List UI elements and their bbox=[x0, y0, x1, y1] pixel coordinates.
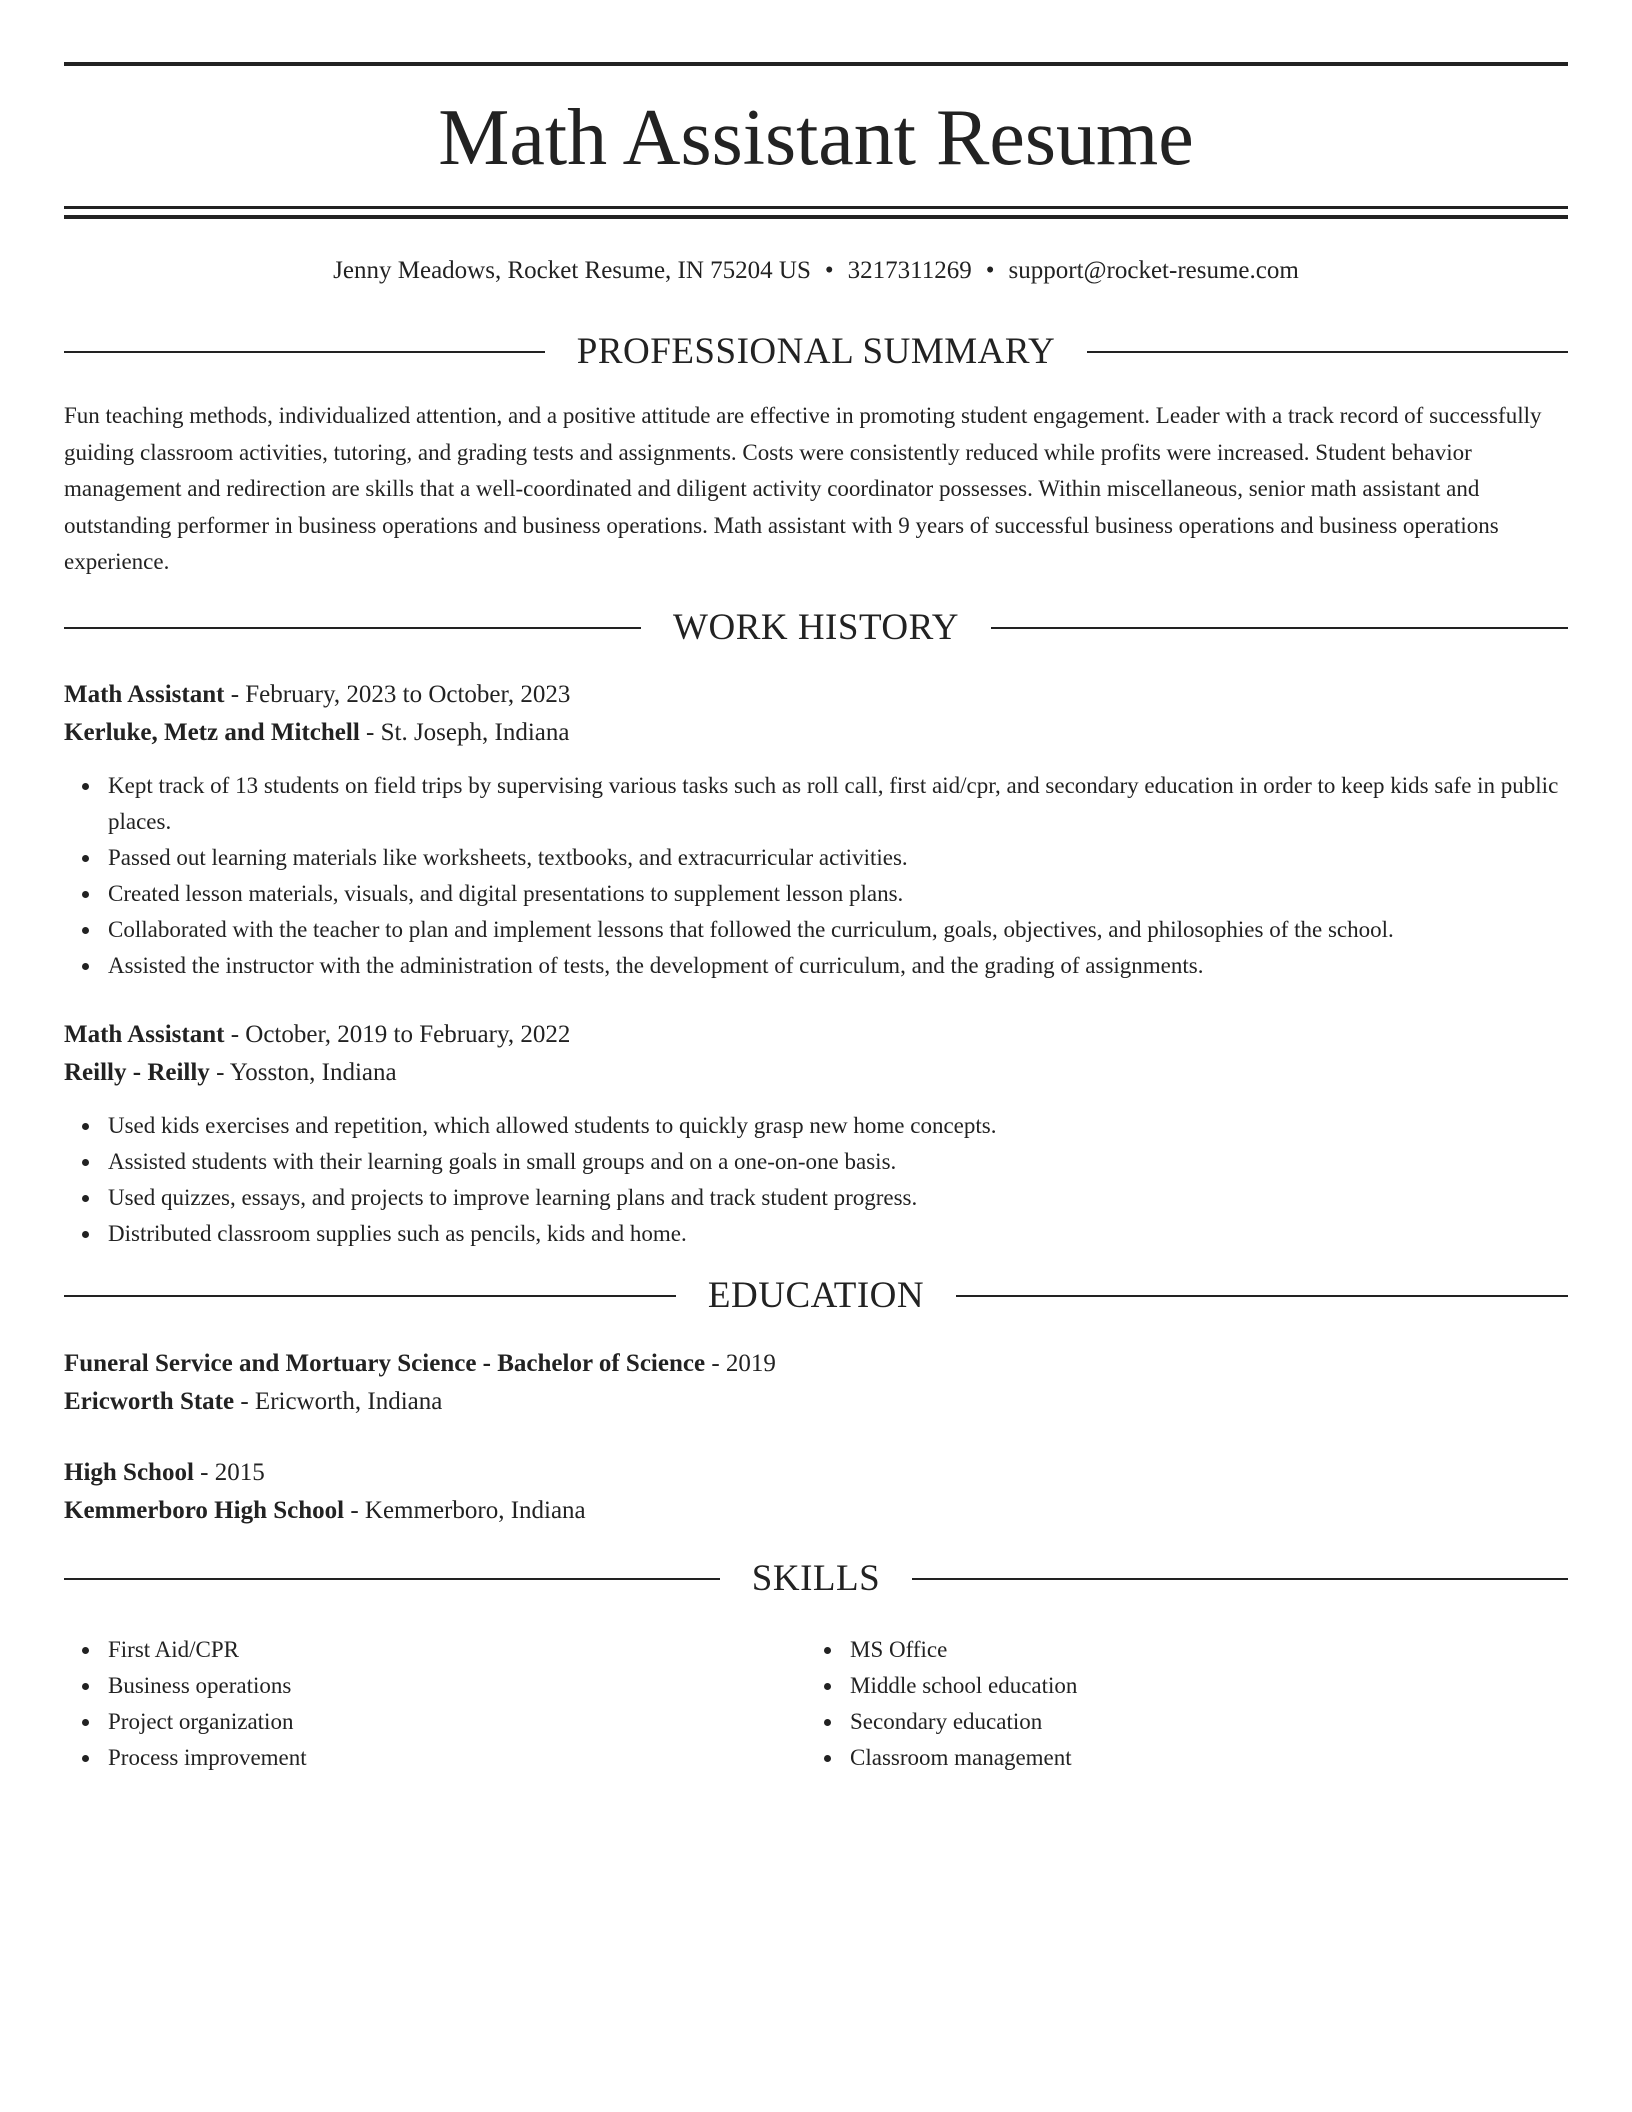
school-location: - Kemmerboro, Indiana bbox=[344, 1497, 586, 1524]
section-heading-summary bbox=[64, 328, 1568, 376]
skills-column-right bbox=[806, 1632, 1548, 1776]
page-title: Math Assistant Resume bbox=[438, 94, 1194, 182]
contact-phone: 3217311269 bbox=[847, 257, 972, 284]
list-item: Secondary education bbox=[850, 1704, 1548, 1740]
list-item: Collaborated with the teacher to plan and implement lessons that followed the curriculum, goals, objectives, and philosophies of the school. bbox=[108, 912, 1568, 948]
section-heading-education bbox=[64, 1272, 1568, 1320]
employer-name: Kerluke, Metz and Mitchell bbox=[64, 719, 360, 746]
summary-text: Fun teaching methods, individualized attention, and a positive attitude are effective in promoting student engagement. Leader with a track record of successfully guiding classroom activities, tutoring, and grading tests and assignments. Costs were consistently reduced while profits were increased. Student behavior management and redirection are skills that a well-coordinated and diligent activity coordinator possesses. Within miscellaneous, senior math assistant and outstanding performer in business operations and business operations. Math assistant with 9 years of successful business operations and business operations experience. bbox=[64, 403, 1542, 574]
education-entry bbox=[64, 1454, 1568, 1530]
degree-name: High School bbox=[64, 1459, 194, 1486]
job-dates: - October, 2019 to February, 2022 bbox=[224, 1021, 571, 1048]
section-heading-skills bbox=[64, 1555, 1568, 1603]
job-dates: - February, 2023 to October, 2023 bbox=[224, 681, 571, 708]
heading-rule bbox=[1087, 351, 1568, 353]
contact-line bbox=[64, 252, 1568, 290]
employer-location: - St. Joseph, Indiana bbox=[359, 719, 570, 746]
degree-name: Funeral Service and Mortuary Science - Bachelor of Science bbox=[64, 1350, 706, 1377]
list-item: First Aid/CPR bbox=[108, 1632, 806, 1668]
school-line bbox=[64, 1492, 1568, 1530]
employer-line bbox=[64, 1054, 1568, 1092]
contact-email: support@rocket-resume.com bbox=[1008, 257, 1299, 284]
heading-rule bbox=[912, 1578, 1568, 1580]
heading-rule bbox=[64, 627, 641, 629]
work-entry bbox=[64, 1016, 1568, 1252]
job-title-line bbox=[64, 1016, 1568, 1054]
job-title: Math Assistant bbox=[64, 681, 225, 708]
heading-rule bbox=[64, 1295, 676, 1297]
section-title: PROFESSIONAL SUMMARY bbox=[576, 331, 1056, 372]
top-rule bbox=[64, 62, 1568, 66]
list-item: Middle school education bbox=[850, 1668, 1548, 1704]
heading-rule bbox=[64, 351, 545, 353]
contact-separator: • bbox=[824, 257, 834, 284]
school-line bbox=[64, 1383, 1568, 1421]
list-item: MS Office bbox=[850, 1632, 1548, 1668]
work-entry bbox=[64, 676, 1568, 984]
section-title: SKILLS bbox=[751, 1558, 881, 1599]
list-item: Business operations bbox=[108, 1668, 806, 1704]
list-item: Assisted students with their learning goals in small groups and on a one-on-one basis. bbox=[108, 1144, 1568, 1180]
list-item: Created lesson materials, visuals, and digital presentations to supplement lesson plans. bbox=[108, 876, 1568, 912]
employer-name: Reilly - Reilly bbox=[64, 1059, 210, 1086]
section-title: EDUCATION bbox=[707, 1275, 925, 1316]
contact-address: Jenny Meadows, Rocket Resume, IN 75204 US bbox=[333, 257, 811, 284]
degree-year: - 2015 bbox=[193, 1459, 265, 1486]
contact-separator: • bbox=[985, 257, 995, 284]
education-entry bbox=[64, 1345, 1568, 1421]
list-item: Assisted the instructor with the administration of tests, the development of curriculum, and the grading of assignments. bbox=[108, 948, 1568, 984]
employer-location: - Yosston, Indiana bbox=[209, 1059, 397, 1086]
list-item: Project organization bbox=[108, 1704, 806, 1740]
section-title: WORK HISTORY bbox=[673, 607, 959, 648]
job-bullets bbox=[64, 1108, 1568, 1252]
list-item: Process improvement bbox=[108, 1740, 806, 1776]
section-heading-work bbox=[64, 604, 1568, 652]
heading-rule bbox=[64, 1578, 720, 1580]
school-location: - Ericworth, Indiana bbox=[234, 1388, 443, 1415]
degree-line bbox=[64, 1345, 1568, 1383]
list-item: Classroom management bbox=[850, 1740, 1548, 1776]
job-title-line bbox=[64, 676, 1568, 714]
heading-rule bbox=[956, 1295, 1568, 1297]
heading-rule bbox=[991, 627, 1568, 629]
title-double-rule bbox=[64, 206, 1568, 218]
school-name: Kemmerboro High School bbox=[64, 1497, 345, 1524]
degree-year: - 2019 bbox=[705, 1350, 776, 1377]
employer-line bbox=[64, 714, 1568, 752]
skills-list bbox=[64, 1632, 1568, 1776]
list-item: Passed out learning materials like worksheets, textbooks, and extracurricular activities. bbox=[108, 840, 1568, 876]
skills-column-left bbox=[64, 1632, 806, 1776]
list-item: Distributed classroom supplies such as pencils, kids and home. bbox=[108, 1216, 1568, 1252]
list-item: Kept track of 13 students on field trips by supervising various tasks such as roll call, first aid/cpr, and secondary education in order to keep kids safe in public places. bbox=[108, 768, 1568, 840]
list-item: Used quizzes, essays, and projects to improve learning plans and track student progress. bbox=[108, 1180, 1568, 1216]
job-title: Math Assistant bbox=[64, 1021, 225, 1048]
school-name: Ericworth State bbox=[64, 1388, 235, 1415]
degree-line bbox=[64, 1454, 1568, 1492]
job-bullets bbox=[64, 768, 1568, 984]
list-item: Used kids exercises and repetition, which allowed students to quickly grasp new home concepts. bbox=[108, 1108, 1568, 1144]
